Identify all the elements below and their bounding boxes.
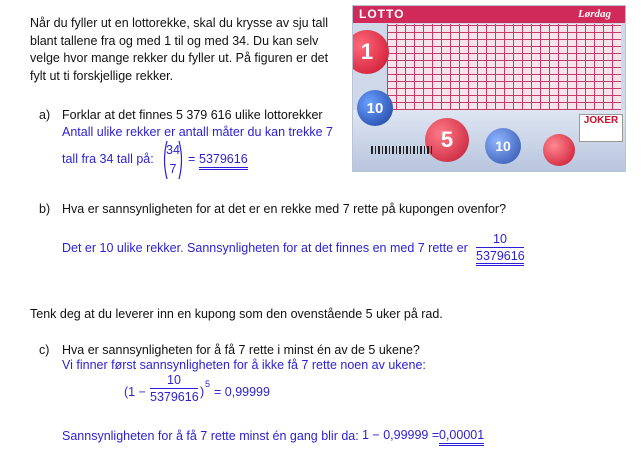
fraction-denominator: 5379616 [476,248,524,266]
expression-open: (1 − [124,385,146,399]
intro-line: velge hvor mange rekker du fyller ut. På figuren er det [30,51,329,65]
lottery-ball: 10 [357,90,393,126]
answer-c-final-result: 0,00001 [439,428,484,446]
lottery-ball: 1 [352,30,389,74]
question-a-text: Forklar at det finnes 5 379 616 ulike lottorekker [62,108,323,122]
coupon-day: Lørdag [578,8,611,20]
intro-line: fylt ut ti forskjellige rekker. [30,68,174,83]
joker-logo: JOKER [579,114,623,142]
answer-c-fraction [150,373,198,404]
expression-exponent: 5 [205,379,211,389]
binomial-bottom: 7 [169,162,177,176]
lotto-coupon-image [352,5,626,172]
fraction-numerator: 10 [167,373,181,387]
answer-a-result: 5379616 [199,152,248,170]
answer-c-final-text: Sannsynligheten for å få 7 rette minst én gang blir da: [62,429,359,443]
coupon-header [353,6,625,23]
fraction-numerator: 10 [493,232,507,246]
lottery-ball: 10 [485,128,521,164]
answer-a-line1: Antall ulike rekker er antall måter du kan trekke 7 [62,125,333,139]
answer-a-line2: tall fra 34 tall på: [62,152,154,166]
coupon-barcode [371,146,433,154]
question-a-label: a) [39,108,51,122]
binomial-coefficient [162,140,184,180]
question-c-label: c) [39,343,50,357]
scenario-text: Tenk deg at du leverer inn en kupong som den ovenstående 5 uker på rad. [30,307,443,321]
coupon-number-grid [387,24,621,110]
intro-line: Når du fyller ut en lottorekke, skal du krysse av sju tall [30,16,329,30]
intro-line: blant tallene fra og med 1 til og med 34. Du kan selv [30,33,319,48]
fraction-denominator: 5379616 [150,390,199,404]
expression-close: ) [200,385,205,399]
lotto-logo: LOTTO [359,7,405,21]
answer-a-equals: = [188,152,196,166]
binomial-top: 34 [166,143,180,157]
answer-c-final-expr: 1 − 0,99999 = [362,428,440,442]
question-b-label: b) [39,202,51,216]
answer-b-text: Det er 10 ulike rekker. Sannsynligheten for at det finnes en med 7 rette er [62,241,468,255]
question-c-text: Hva er sannsynligheten for å få 7 rette i minst én av de 5 ukene? [62,343,420,357]
answer-b-fraction [476,232,524,266]
intro-paragraph [30,15,345,85]
lottery-ball-decoration [543,134,575,166]
lottery-ball: 5 [425,118,469,162]
expression-result: = 0,99999 [214,385,270,399]
question-b-text: Hva er sannsynligheten for at det er en rekke med 7 rette på kupongen ovenfor? [62,202,507,216]
answer-c-line1: Vi finner først sannsynligheten for å ikke få 7 rette noen av ukene: [62,358,426,372]
